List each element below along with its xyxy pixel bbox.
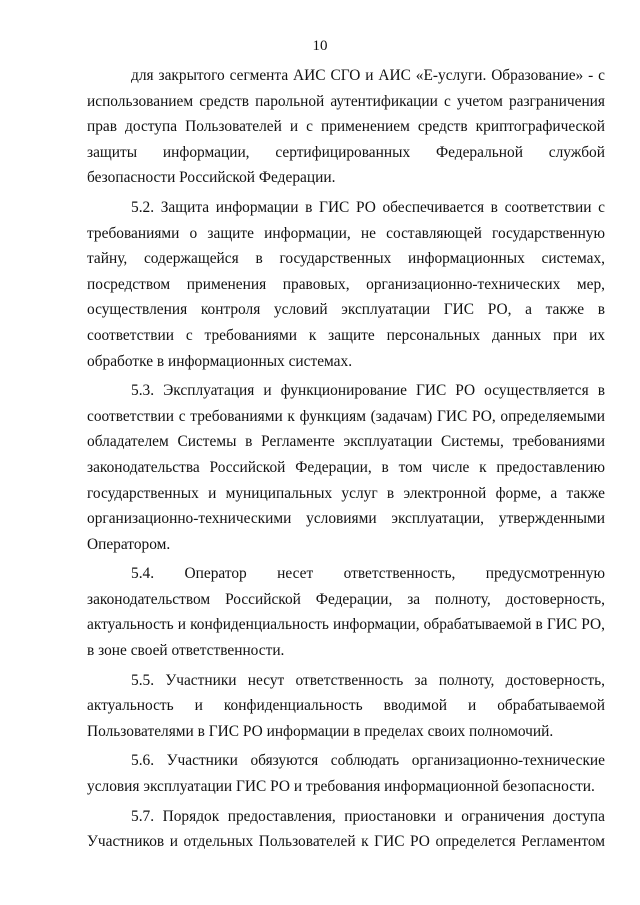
paragraph-5-7: 5.7. Порядок предоставления, приостановки и ограничения доступа Участников и отдельных Пользователей к ГИС РО определется Регламентом xyxy=(87,807,605,851)
paragraph-5-4: 5.4. Оператор несет ответственность, предусмотренную законодательством Российской Федерации, за полноту, достоверность, актуальность и конфиденциальность информации, обрабатываемой в ГИС РО, в зоне своей ответственности. xyxy=(87,565,605,660)
document-body xyxy=(87,63,605,859)
paragraph-5-2: 5.2. Защита информации в ГИС РО обеспечивается в соответствии с требованиями о защите информации, не составляющей государственную тайну, содержащейся в государственных информационных системах, посредством применения правовых, организационно-технических мер, осуществления контроля условий эксплуатации ГИС РО, а также в соответствии с требованиями к защите персональных данных при их обработке в информационных системах. xyxy=(87,198,605,370)
paragraph-5-5: 5.5. Участники несут ответственность за полноту, достоверность, актуальность и конфиденциальность вводимой и обрабатываемой Пользователями в ГИС РО информации в пределах своих полномочий. xyxy=(87,671,605,740)
paragraph-5-6: 5.6. Участники обязуются соблюдать организационно-технические условия эксплуатации ГИС РО и требования информационной безопасности. xyxy=(87,752,605,796)
paragraph-continuation: для закрытого сегмента АИС СГО и АИС «Е-услуги. Образование» - с использованием средств парольной аутентификации с учетом разграничения прав доступа Пользователей и с применением средств криптографической защиты информации, сертифицированных Федеральной службой безопасности Российской Федерации. xyxy=(87,67,605,187)
paragraph-5-3: 5.3. Эксплуатация и функционирование ГИС РО осуществляется в соответствии с требованиями к функциям (задачам) ГИС РО, определяемыми обладателем Системы в Регламенте эксплуатации Системы, требованиями законодательства Российской Федерации, в том числе к предоставлению государственных и муниципальных услуг в электронной форме, а также организационно-техническими условиями эксплуатации, утвержденными Оператором. xyxy=(87,382,605,553)
page-number: 10 xyxy=(312,38,328,54)
